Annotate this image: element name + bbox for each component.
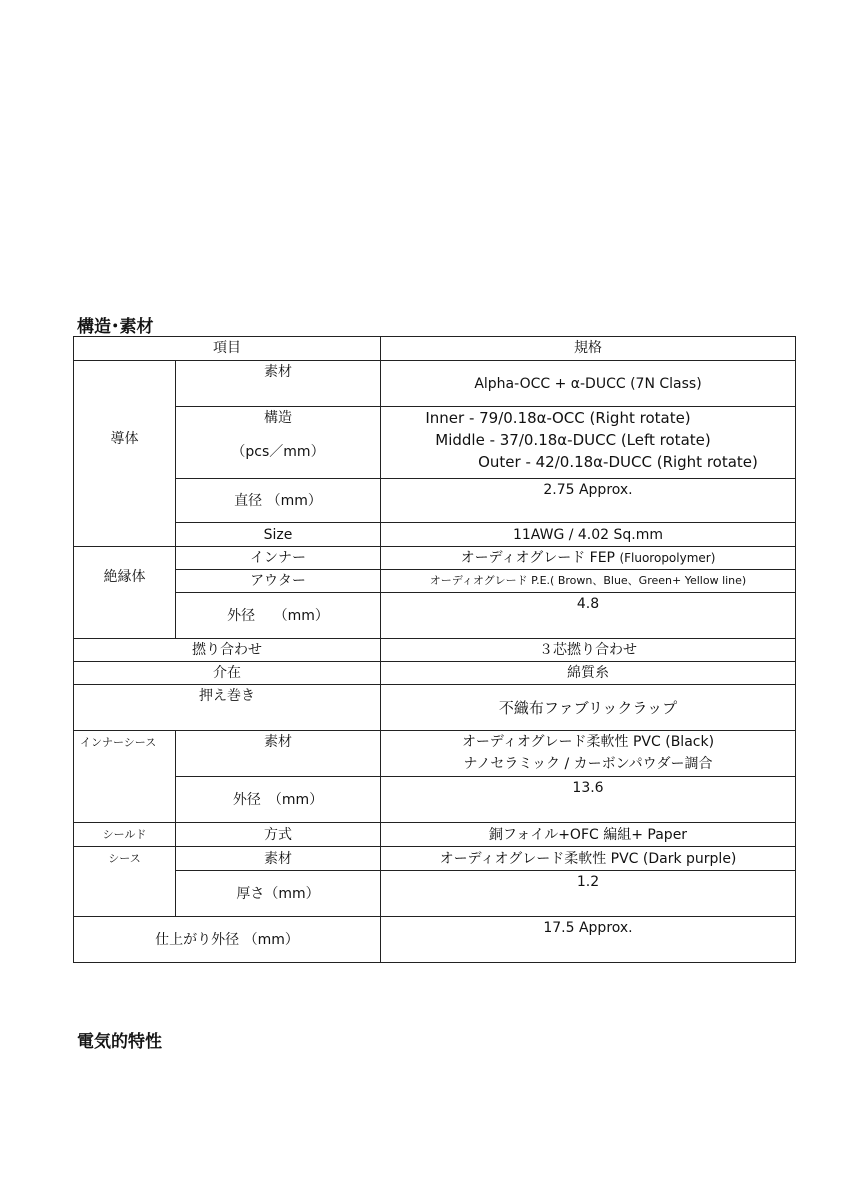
inner-sheath-od-value: 13.6 [381,777,796,823]
sheath-material-value: オーディオグレード柔軟性 PVC (Dark purple) [381,847,796,871]
table-row [74,361,796,407]
sheath-group [74,847,176,917]
conductor-diameter-value: 2.75 Approx. [381,479,796,523]
conductor-structure-middle: Middle - 37/0.18α-DUCC (Left rotate) [435,431,711,449]
table-row [74,479,796,523]
table-row [74,847,796,871]
table-row [74,685,796,731]
conductor-structure-inner: Inner - 79/0.18α-OCC (Right rotate) [425,409,691,427]
conductor-structure-outer: Outer - 42/0.18α-DUCC (Right rotate) [478,453,758,471]
table-row [74,871,796,917]
inner-sheath-material-value-cell [381,731,796,777]
insulator-group-label: 絶縁体 [103,568,146,585]
table-row [74,777,796,823]
conductor-diameter-label: 直径 （mm） [176,479,381,523]
inner-sheath-material-value-1: オーディオグレード柔軟性 PVC (Black) [461,734,715,750]
conductor-structure-value-cell [381,407,796,479]
table-row [74,823,796,847]
conductor-structure-label: 構造 [264,410,292,426]
inner-sheath-group [74,731,176,823]
filler-label: 介在 [74,662,381,685]
sheath-thickness-label: 厚さ（mm） [176,871,381,917]
spec-table [73,336,796,963]
shield-group [74,823,176,847]
shield-group-label: シールド [102,828,147,841]
sheath-group-label: シース [108,852,141,865]
insulator-outer-label: アウター [176,570,381,593]
table-row [74,523,796,547]
wrap-value: 不織布ファブリックラップ [381,685,796,731]
conductor-group-label: 導体 [110,430,139,447]
table-row [74,731,796,777]
structure-section-title: 構造･素材 [77,317,154,337]
filler-value: 綿質糸 [381,662,796,685]
table-row [74,917,796,963]
inner-sheath-material-label: 素材 [176,731,381,777]
insulator-outer-value: オーディオグレード P.E.( Brown、Blue、Green+ Yellow line) [381,570,796,593]
insulator-od-label: 外径 （mm） [176,593,381,639]
conductor-material-value: Alpha-OCC + α-DUCC (7N Class) [381,361,796,407]
shield-method-label: 方式 [176,823,381,847]
sheath-thickness-value: 1.2 [381,871,796,917]
conductor-size-value: 11AWG / 4.02 Sq.mm [381,523,796,547]
wrap-label: 押え巻き [74,685,381,731]
conductor-group [74,361,176,547]
finish-value: 17.5 Approx. [381,917,796,963]
table-row [74,547,796,570]
insulator-od-value: 4.8 [381,593,796,639]
table-header-row [74,337,796,361]
inner-sheath-material-value-2: ナノセラミック / カーボンパウダー調合 [463,756,713,772]
table-row [74,570,796,593]
table-row [74,407,796,479]
conductor-size-label: Size [176,523,381,547]
electrical-section-title: 電気的特性 [77,1032,162,1052]
insulator-group [74,547,176,639]
shield-method-value: 銅フォイル+OFC 編組+ Paper [381,823,796,847]
sheath-material-label: 素材 [176,847,381,871]
inner-sheath-od-label: 外径 （mm） [176,777,381,823]
insulator-inner-label: インナー [176,547,381,570]
table-row [74,662,796,685]
header-item: 項目 [74,337,381,361]
finish-label: 仕上がり外径 （mm） [74,917,381,963]
conductor-structure-unit: （pcs／mm） [231,444,325,460]
header-spec: 規格 [381,337,796,361]
conductor-material-label: 素材 [176,361,381,407]
table-row [74,639,796,662]
insulator-inner-value-sub: (Fluoropolymer) [619,551,716,565]
table-row [74,593,796,639]
insulator-inner-value-cell [381,547,796,570]
conductor-structure-label-cell [176,407,381,479]
twist-label: 撚り合わせ [74,639,381,662]
twist-value: ３芯撚り合わせ [381,639,796,662]
inner-sheath-group-label: インナーシース [80,736,157,749]
insulator-inner-value-main: オーディオグレード FEP [460,550,615,566]
